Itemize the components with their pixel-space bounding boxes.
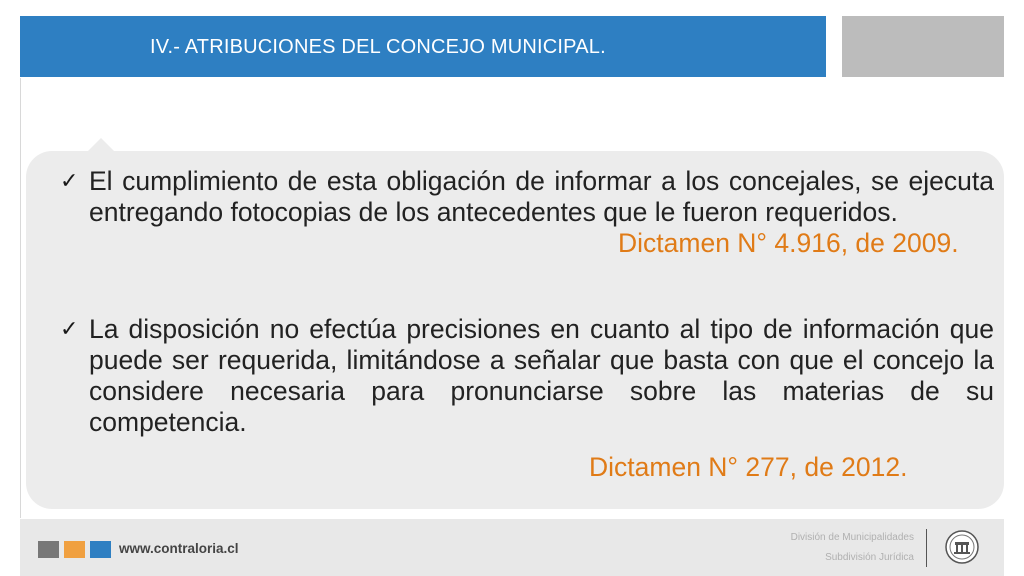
bullet-item-2	[60, 314, 994, 438]
contraloria-seal-icon	[945, 530, 979, 564]
bullet-item-1	[60, 166, 994, 258]
checkmark-icon: ✓	[60, 317, 79, 342]
dictamen-reference-2: Dictamen N° 277, de 2012.	[589, 452, 908, 482]
bullet-text-2: La disposición no efectúa precisiones en cuanto al tipo de información que puede ser requerida, limitándose a señalar que basta con que el concejo la considere necesaria para pronunciarse sobre las materias de su competencia.	[89, 314, 994, 437]
bullet-text-1: El cumplimiento de esta obligación de informar a los concejales, se ejecuta entregando fotocopias de los antecedentes que le fueron requeridos.	[89, 166, 994, 227]
subdivision-label: Subdivisión Jurídica	[825, 552, 914, 563]
footer-separator	[926, 529, 927, 567]
dictamen-reference-1: Dictamen N° 4.916, de 2009.	[618, 228, 959, 258]
gray-square-icon	[38, 541, 59, 558]
slide-title: IV.- ATRIBUCIONES DEL CONCEJO MUNICIPAL.	[150, 36, 606, 58]
checkmark-icon: ✓	[60, 169, 79, 194]
website-link[interactable]: www.contraloria.cl	[119, 541, 239, 556]
orange-square-icon	[64, 541, 85, 558]
division-label: División de Municipalidades	[790, 532, 914, 543]
footer-bar	[20, 519, 1004, 576]
left-divider	[20, 78, 21, 518]
blue-square-icon	[90, 541, 111, 558]
header-side-box	[842, 16, 1004, 77]
title-bar	[20, 16, 826, 77]
